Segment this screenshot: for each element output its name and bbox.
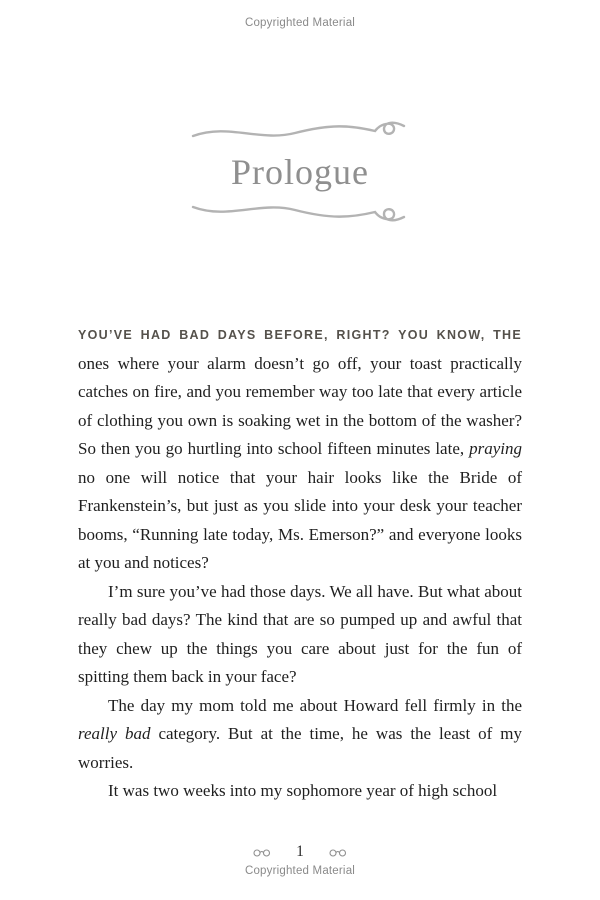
copyright-notice-top: Copyrighted Material (244, 17, 356, 29)
text-segment-italic: praying (469, 439, 522, 458)
paragraph (78, 692, 522, 778)
chapter-title-block (0, 118, 600, 225)
text-segment-normal: The day my mom told me about Howard fell firmly in the (108, 695, 522, 715)
glasses-ornament-right-icon (328, 846, 348, 858)
text-segment-normal: It was two weeks into my sophomore year of high school (108, 781, 498, 800)
text-segment-normal: I’m sure you’ve had those days. We all have. But what about really bad days? The kind that are so pumped up and awful that they chew up the things you care about just for the fun of spitting them back in your face? (78, 581, 522, 686)
flourish-bottom-icon (190, 199, 410, 225)
text-segment-italic: really bad (78, 724, 151, 743)
page-footer (0, 844, 600, 860)
text-segment-normal: ones where your alarm doesn’t go off, your toast practically catches on fire, and you remember way too late that every article of clothing you own is soaking wet in the bottom of the washer? So then you go hurtling into school fifteen minutes late, (78, 353, 522, 458)
body-text (78, 320, 522, 806)
paragraph (78, 578, 522, 692)
chapter-title: Prologue (231, 152, 369, 192)
copyright-notice-bottom: Copyrighted Material (244, 865, 356, 877)
text-segment-normal: category. But at the time, he was the least of my worries. (78, 724, 522, 772)
page-number: 1 (296, 843, 304, 860)
text-segment-normal: no one will notice that your hair looks like the Bride of Frankenstein’s, but just as you slide into your desk your teacher booms, “Running late today, Ms. Emerson?” and everyone looks at you and notices? (78, 467, 522, 572)
paragraph (78, 320, 522, 578)
flourish-top-icon (190, 118, 410, 144)
glasses-ornament-left-icon (252, 846, 272, 858)
paragraph (78, 777, 522, 806)
text-segment-leadin: YOU’VE HAD BAD DAYS BEFORE, RIGHT? YOU KNOW, THE (78, 328, 522, 342)
